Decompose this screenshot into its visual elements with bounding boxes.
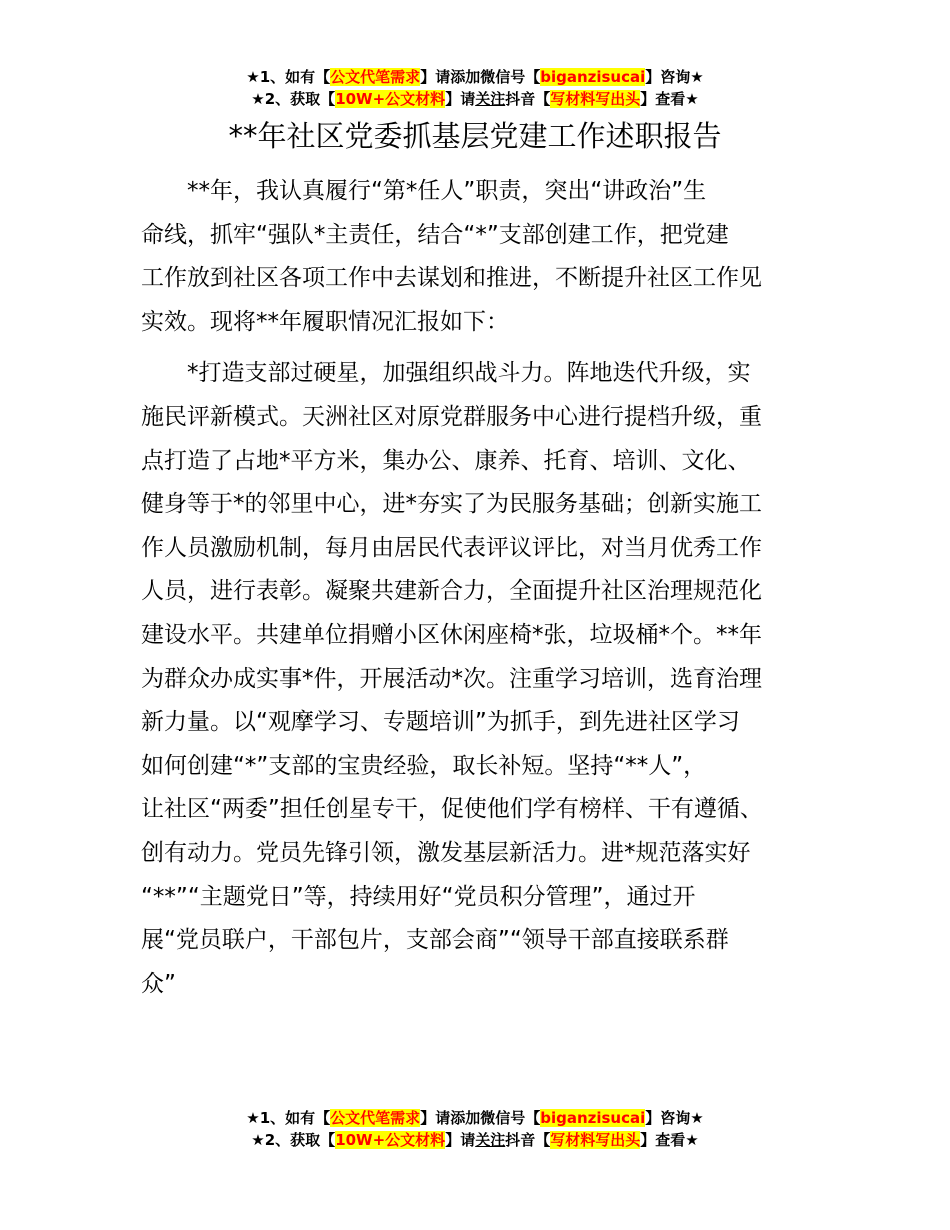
text-line: 让社区“两委”担任创星专干，促使他们学有榜样、干有遵循、	[141, 796, 763, 823]
promo-line-2	[0, 1129, 950, 1151]
text-line: 建设水平。共建单位捐赠小区休闲座椅*张，垃圾桶*个。**年	[141, 621, 762, 648]
promo-text: 抖音【	[505, 90, 551, 108]
promo-text: 】咨询★	[645, 1109, 704, 1127]
promo-text: 】查看★	[640, 90, 699, 108]
promo-text: 】请添加微信号【	[420, 68, 541, 86]
text-line: 命线，抓牢“强队*主责任，结合“*”支部创建工作，把党建	[141, 221, 729, 248]
promo-line-2	[0, 88, 950, 110]
text-line: **年，我认真履行“第*任人”职责，突出“讲政治”生	[141, 178, 707, 204]
text-line: 作人员激励机制，每月由居民代表评议评比，对当月优秀工作	[141, 534, 762, 561]
promo-highlight: 公文代笔需求	[330, 68, 421, 86]
promo-text: 抖音【	[505, 1131, 551, 1149]
promo-highlight: 写材料写出头	[550, 90, 641, 108]
text-line: *打造支部过硬星，加强组织战斗力。阵地迭代升级，实	[141, 360, 751, 387]
document-title: **年社区党委抓基层党建工作述职报告	[228, 119, 722, 153]
text-line: 实效。现将**年履职情况汇报如下：	[141, 308, 509, 335]
promo-text: 】查看★	[640, 1131, 699, 1149]
promo-underlined-text: 关注	[475, 90, 506, 108]
header-promo	[0, 66, 950, 110]
promo-text: 】请	[445, 1131, 476, 1149]
promo-highlight: 10W+公文材料	[335, 90, 446, 108]
promo-text: ★1、如有【	[246, 1109, 331, 1127]
promo-highlight: 公文代笔需求	[330, 1109, 421, 1127]
promo-text: 】咨询★	[645, 68, 704, 86]
promo-text: 】请添加微信号【	[420, 1109, 541, 1127]
text-line: 健身等于*的邻里中心，进*夯实了为民服务基础；创新实施工	[141, 491, 762, 518]
promo-highlight: 写材料写出头	[550, 1131, 641, 1149]
promo-text: ★2、获取【	[251, 1131, 336, 1149]
document-body	[141, 170, 821, 1006]
footer-promo	[0, 1107, 950, 1151]
text-line: 施民评新模式。天洲社区对原党群服务中心进行提档升级，重	[141, 403, 762, 430]
promo-highlight: 10W+公文材料	[335, 1131, 446, 1149]
promo-text: 】请	[445, 90, 476, 108]
promo-text: ★1、如有【	[246, 68, 331, 86]
wechat-id-highlight: biganzisucai	[540, 1109, 646, 1127]
text-line: 人员，进行表彰。凝聚共建新合力，全面提升社区治理规范化	[141, 578, 762, 605]
wechat-id-highlight: biganzisucai	[540, 68, 646, 86]
promo-line-1	[0, 1107, 950, 1129]
text-line: 点打造了占地*平方米，集办公、康养、托育、培训、文化、	[141, 447, 751, 474]
text-line: 创有动力。党员先锋引领，激发基层新活力。进*规范落实好	[141, 839, 751, 866]
promo-text: ★2、获取【	[251, 90, 336, 108]
text-line: 众”	[141, 970, 176, 997]
text-line: 为群众办成实事*件，开展活动*次。注重学习培训，选育治理	[141, 665, 762, 692]
text-line: 如何创建“*”支部的宝贵经验，取长补短。坚持“**人”，	[141, 752, 707, 779]
paragraph-intro	[141, 170, 821, 344]
text-line: 工作放到社区各项工作中去谋划和推进，不断提升社区工作见	[141, 265, 762, 292]
paragraph-section-1	[141, 352, 821, 1006]
text-line: 新力量。以“观摩学习、专题培训”为抓手，到先进社区学习	[141, 709, 740, 736]
text-line: 展“党员联户，干部包片，支部会商”“领导干部直接联系群	[141, 927, 729, 954]
promo-underlined-text: 关注	[475, 1131, 506, 1149]
text-line: “**”“主题党日”等，持续用好“党员积分管理”，通过开	[141, 883, 696, 910]
promo-line-1	[0, 66, 950, 88]
